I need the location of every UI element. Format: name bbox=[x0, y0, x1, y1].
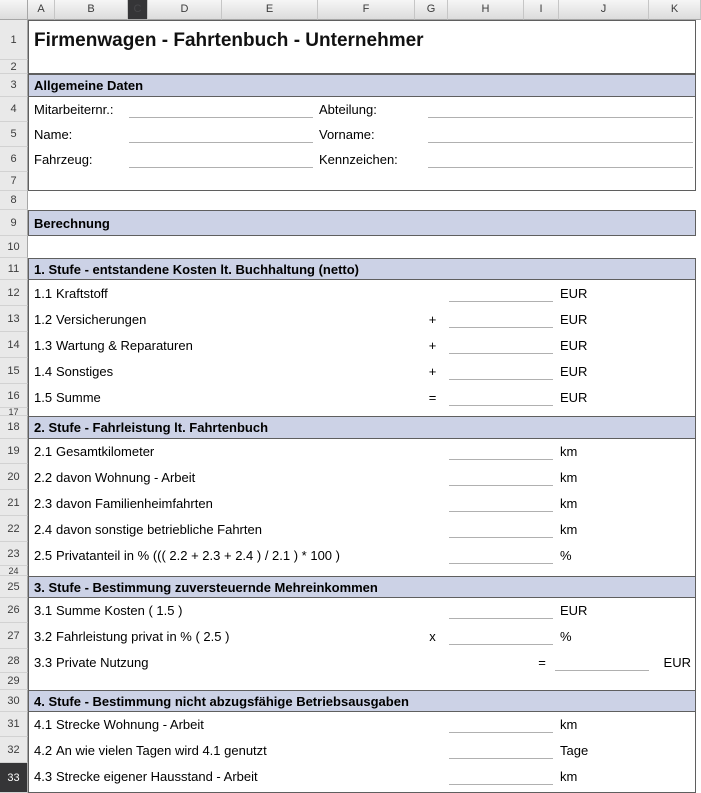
unit-label: % bbox=[560, 629, 572, 644]
operator-1.5: = bbox=[428, 390, 437, 405]
row-header-27[interactable]: 27 bbox=[0, 623, 28, 649]
page-title: Firmenwagen - Fahrtenbuch - Unternehmer bbox=[34, 30, 424, 51]
row-header-5[interactable]: 5 bbox=[0, 122, 28, 147]
section-header-berechnung bbox=[28, 210, 696, 236]
unit-label: Tage bbox=[560, 743, 589, 758]
row-header-32[interactable]: 32 bbox=[0, 737, 28, 763]
calc-row-number: 3.1 bbox=[34, 603, 53, 618]
field-label-abteilung: Abteilung: bbox=[319, 102, 377, 117]
unit-label: EUR bbox=[663, 655, 691, 670]
calc-row-number: 2.1 bbox=[34, 444, 53, 459]
column-header-F[interactable]: F bbox=[318, 0, 415, 20]
input-wartung-reparaturen[interactable] bbox=[449, 337, 553, 354]
calc-row-1.5 bbox=[29, 384, 695, 410]
calc-row-label: Strecke eigener Hausstand - Arbeit bbox=[56, 769, 258, 784]
operator-1.3: + bbox=[428, 338, 437, 353]
input-strecke-eigener-hausstand-arbeit[interactable] bbox=[449, 768, 553, 785]
row-header-26[interactable]: 26 bbox=[0, 598, 28, 623]
calc-row-1.4 bbox=[29, 358, 695, 384]
section-header-stufe-2 bbox=[28, 416, 696, 439]
input-gesamtkilometer[interactable] bbox=[449, 443, 553, 460]
calc-row-label: davon sonstige betriebliche Fahrten bbox=[56, 522, 262, 537]
column-header-B[interactable]: B bbox=[55, 0, 128, 20]
calc-row-number: 2.3 bbox=[34, 496, 53, 511]
calc-row-number: 4.1 bbox=[34, 717, 53, 732]
row-header-31[interactable]: 31 bbox=[0, 712, 28, 737]
calc-row-label: Summe bbox=[56, 390, 101, 405]
unit-label: km bbox=[560, 717, 578, 732]
calc-row-2.1 bbox=[29, 439, 695, 464]
column-header-D[interactable]: D bbox=[148, 0, 222, 20]
unit-label: km bbox=[560, 769, 578, 784]
unit-label: % bbox=[560, 548, 572, 563]
input-an-wie-vielen-tagen-wird-4-1-genutzt[interactable] bbox=[449, 742, 553, 759]
input-private-nutzung[interactable] bbox=[555, 654, 649, 671]
calc-row-label: Wartung & Reparaturen bbox=[56, 338, 193, 353]
section-header-text: 3. Stufe - Bestimmung zuversteuernde Mehreinkommen bbox=[34, 579, 378, 595]
calc-row-number: 1.1 bbox=[34, 286, 53, 301]
unit-label: EUR bbox=[560, 603, 588, 618]
calc-row-number: 3.2 bbox=[34, 629, 53, 644]
row-header-19[interactable]: 19 bbox=[0, 439, 28, 464]
calc-row-number: 1.2 bbox=[34, 312, 53, 327]
row-header-15[interactable]: 15 bbox=[0, 358, 28, 384]
calc-row-4.1 bbox=[29, 712, 695, 737]
row-header-16[interactable]: 16 bbox=[0, 384, 28, 408]
field-label-name: Name: bbox=[34, 127, 73, 142]
row-header-3[interactable]: 3 bbox=[0, 74, 28, 97]
calc-row-3.1 bbox=[29, 598, 695, 623]
calc-row-label: Versicherungen bbox=[56, 312, 147, 327]
row-header-21[interactable]: 21 bbox=[0, 490, 28, 516]
input-privatanteil-in-2-2-2-3-2-4-2-1-100[interactable] bbox=[449, 547, 553, 564]
unit-label: km bbox=[560, 444, 578, 459]
calc-row-1.3 bbox=[29, 332, 695, 358]
calc-row-label: Fahrleistung privat in % ( 2.5 ) bbox=[56, 629, 230, 644]
operator-3.3: = bbox=[538, 655, 546, 670]
row-header-1[interactable]: 1 bbox=[0, 20, 28, 60]
general-field-row bbox=[29, 122, 695, 147]
row-header-4[interactable]: 4 bbox=[0, 97, 28, 122]
input-abteilung[interactable] bbox=[428, 101, 693, 118]
calc-row-number: 2.5 bbox=[34, 548, 53, 563]
row-header-25[interactable]: 25 bbox=[0, 576, 28, 598]
calc-row-label: davon Familienheimfahrten bbox=[56, 496, 213, 511]
general-field-row bbox=[29, 147, 695, 172]
general-field-row bbox=[29, 97, 695, 122]
calc-row-label: Sonstiges bbox=[56, 364, 114, 379]
unit-label: EUR bbox=[560, 338, 588, 353]
column-header-K[interactable]: K bbox=[649, 0, 701, 20]
row-header-24[interactable]: 24 bbox=[0, 566, 28, 576]
calc-row-number: 3.3 bbox=[34, 655, 53, 670]
input-versicherungen[interactable] bbox=[449, 311, 553, 328]
unit-label: EUR bbox=[560, 312, 588, 327]
calc-row-number: 1.5 bbox=[34, 390, 53, 405]
calc-row-number: 4.3 bbox=[34, 769, 53, 784]
section-header-text: Allgemeine Daten bbox=[34, 78, 144, 93]
row-header-28[interactable]: 28 bbox=[0, 649, 28, 673]
calc-row-2.5 bbox=[29, 542, 695, 568]
field-label-mitarbeiternr: Mitarbeiternr.: bbox=[34, 102, 114, 117]
row-header-6[interactable]: 6 bbox=[0, 147, 28, 172]
row-header-7[interactable]: 7 bbox=[0, 172, 28, 191]
section-header-allgemeine-daten bbox=[28, 74, 696, 97]
calc-row-2.2 bbox=[29, 464, 695, 490]
calc-row-3.2 bbox=[29, 623, 695, 649]
input-name[interactable] bbox=[129, 126, 313, 143]
column-header-G[interactable]: G bbox=[415, 0, 448, 20]
column-header-A[interactable]: A bbox=[28, 0, 55, 20]
calc-row-4.2 bbox=[29, 737, 695, 763]
calc-row-label: Summe Kosten ( 1.5 ) bbox=[56, 603, 183, 618]
section-header-stufe-4 bbox=[28, 690, 696, 712]
input-kraftstoff[interactable] bbox=[449, 285, 553, 302]
operator-1.2: + bbox=[428, 312, 437, 327]
input-fahrleistung-privat-in-2-5[interactable] bbox=[449, 628, 553, 645]
field-label-fahrzeug: Fahrzeug: bbox=[34, 152, 93, 167]
calc-row-2.4 bbox=[29, 516, 695, 542]
row-header-23[interactable]: 23 bbox=[0, 542, 28, 566]
calc-row-2.3 bbox=[29, 490, 695, 516]
row-header-30[interactable]: 30 bbox=[0, 690, 28, 712]
column-header-J[interactable]: J bbox=[559, 0, 649, 20]
operator-3.2: x bbox=[429, 629, 436, 644]
section-header-stufe-1 bbox=[28, 258, 696, 280]
calc-row-number: 2.4 bbox=[34, 522, 53, 537]
stufe-2-box bbox=[28, 439, 696, 576]
input-davon-sonstige-betriebliche-fahrten[interactable] bbox=[449, 521, 553, 538]
section-header-text: 1. Stufe - entstandene Kosten lt. Buchhaltung (netto) bbox=[34, 261, 359, 277]
row-header-8[interactable]: 8 bbox=[0, 191, 28, 210]
input-strecke-wohnung-arbeit[interactable] bbox=[449, 716, 553, 733]
row-header-22[interactable]: 22 bbox=[0, 516, 28, 542]
section-header-text: Berechnung bbox=[34, 215, 110, 231]
input-fahrzeug[interactable] bbox=[129, 151, 313, 168]
calc-row-label: Privatanteil in % ((( 2.2 + 2.3 + 2.4 ) / 2.1 ) * 100 ) bbox=[56, 548, 340, 563]
column-header-I[interactable]: I bbox=[524, 0, 559, 20]
title-box bbox=[28, 20, 696, 74]
calc-row-number: 1.4 bbox=[34, 364, 53, 379]
row-headers bbox=[0, 0, 28, 793]
row-header-14[interactable]: 14 bbox=[0, 332, 28, 358]
field-label-vorname: Vorname: bbox=[319, 127, 375, 142]
input-summe-kosten-1-5[interactable] bbox=[449, 602, 553, 619]
calc-row-number: 4.2 bbox=[34, 743, 53, 758]
calc-row-3.3 bbox=[29, 649, 695, 675]
section-header-text: 4. Stufe - Bestimmung nicht abzugsfähige Betriebsausgaben bbox=[34, 693, 409, 709]
calc-row-4.3 bbox=[29, 763, 695, 789]
general-data-box bbox=[28, 97, 696, 191]
stufe-4-box bbox=[28, 712, 696, 793]
operator-1.4: + bbox=[428, 364, 437, 379]
section-header-text: 2. Stufe - Fahrleistung lt. Fahrtenbuch bbox=[34, 420, 269, 435]
calc-row-label: Kraftstoff bbox=[56, 286, 108, 301]
unit-label: km bbox=[560, 522, 578, 537]
row-header-33[interactable]: 33 bbox=[0, 763, 28, 793]
calc-row-number: 1.3 bbox=[34, 338, 53, 353]
input-kennzeichen[interactable] bbox=[428, 151, 693, 168]
row-header-13[interactable]: 13 bbox=[0, 306, 28, 332]
unit-label: km bbox=[560, 470, 578, 485]
column-header-E[interactable]: E bbox=[222, 0, 318, 20]
stufe-1-box bbox=[28, 280, 696, 416]
column-headers bbox=[0, 0, 701, 20]
input-vorname[interactable] bbox=[428, 126, 693, 143]
calc-row-label: An wie vielen Tagen wird 4.1 genutzt bbox=[56, 743, 267, 758]
section-header-stufe-3 bbox=[28, 576, 696, 598]
stufe-3-box bbox=[28, 598, 696, 690]
calc-row-label: davon Wohnung - Arbeit bbox=[56, 470, 196, 485]
row-header-2[interactable]: 2 bbox=[0, 60, 28, 74]
row-header-9[interactable]: 9 bbox=[0, 210, 28, 236]
input-davon-familienheimfahrten[interactable] bbox=[449, 495, 553, 512]
field-label-kennzeichen: Kennzeichen: bbox=[319, 152, 398, 167]
row-header-12[interactable]: 12 bbox=[0, 280, 28, 306]
input-davon-wohnung-arbeit[interactable] bbox=[449, 469, 553, 486]
unit-label: km bbox=[560, 496, 578, 511]
unit-label: EUR bbox=[560, 364, 588, 379]
row-header-20[interactable]: 20 bbox=[0, 464, 28, 490]
calc-row-label: Gesamtkilometer bbox=[56, 444, 155, 459]
column-header-C[interactable]: C bbox=[128, 0, 148, 20]
calc-row-number: 2.2 bbox=[34, 470, 53, 485]
input-mitarbeiternr[interactable] bbox=[129, 101, 313, 118]
input-summe[interactable] bbox=[449, 389, 553, 406]
row-header-11[interactable]: 11 bbox=[0, 258, 28, 280]
calc-row-1.2 bbox=[29, 306, 695, 332]
unit-label: EUR bbox=[560, 286, 588, 301]
unit-label: EUR bbox=[560, 390, 588, 405]
column-header-H[interactable]: H bbox=[448, 0, 524, 20]
input-sonstiges[interactable] bbox=[449, 363, 553, 380]
row-header-10[interactable]: 10 bbox=[0, 236, 28, 258]
row-header-18[interactable]: 18 bbox=[0, 416, 28, 439]
calc-row-label: Private Nutzung bbox=[56, 655, 149, 670]
row-header-17[interactable]: 17 bbox=[0, 408, 28, 416]
calc-row-label: Strecke Wohnung - Arbeit bbox=[56, 717, 204, 732]
row-header-29[interactable]: 29 bbox=[0, 673, 28, 690]
calc-row-1.1 bbox=[29, 280, 695, 306]
